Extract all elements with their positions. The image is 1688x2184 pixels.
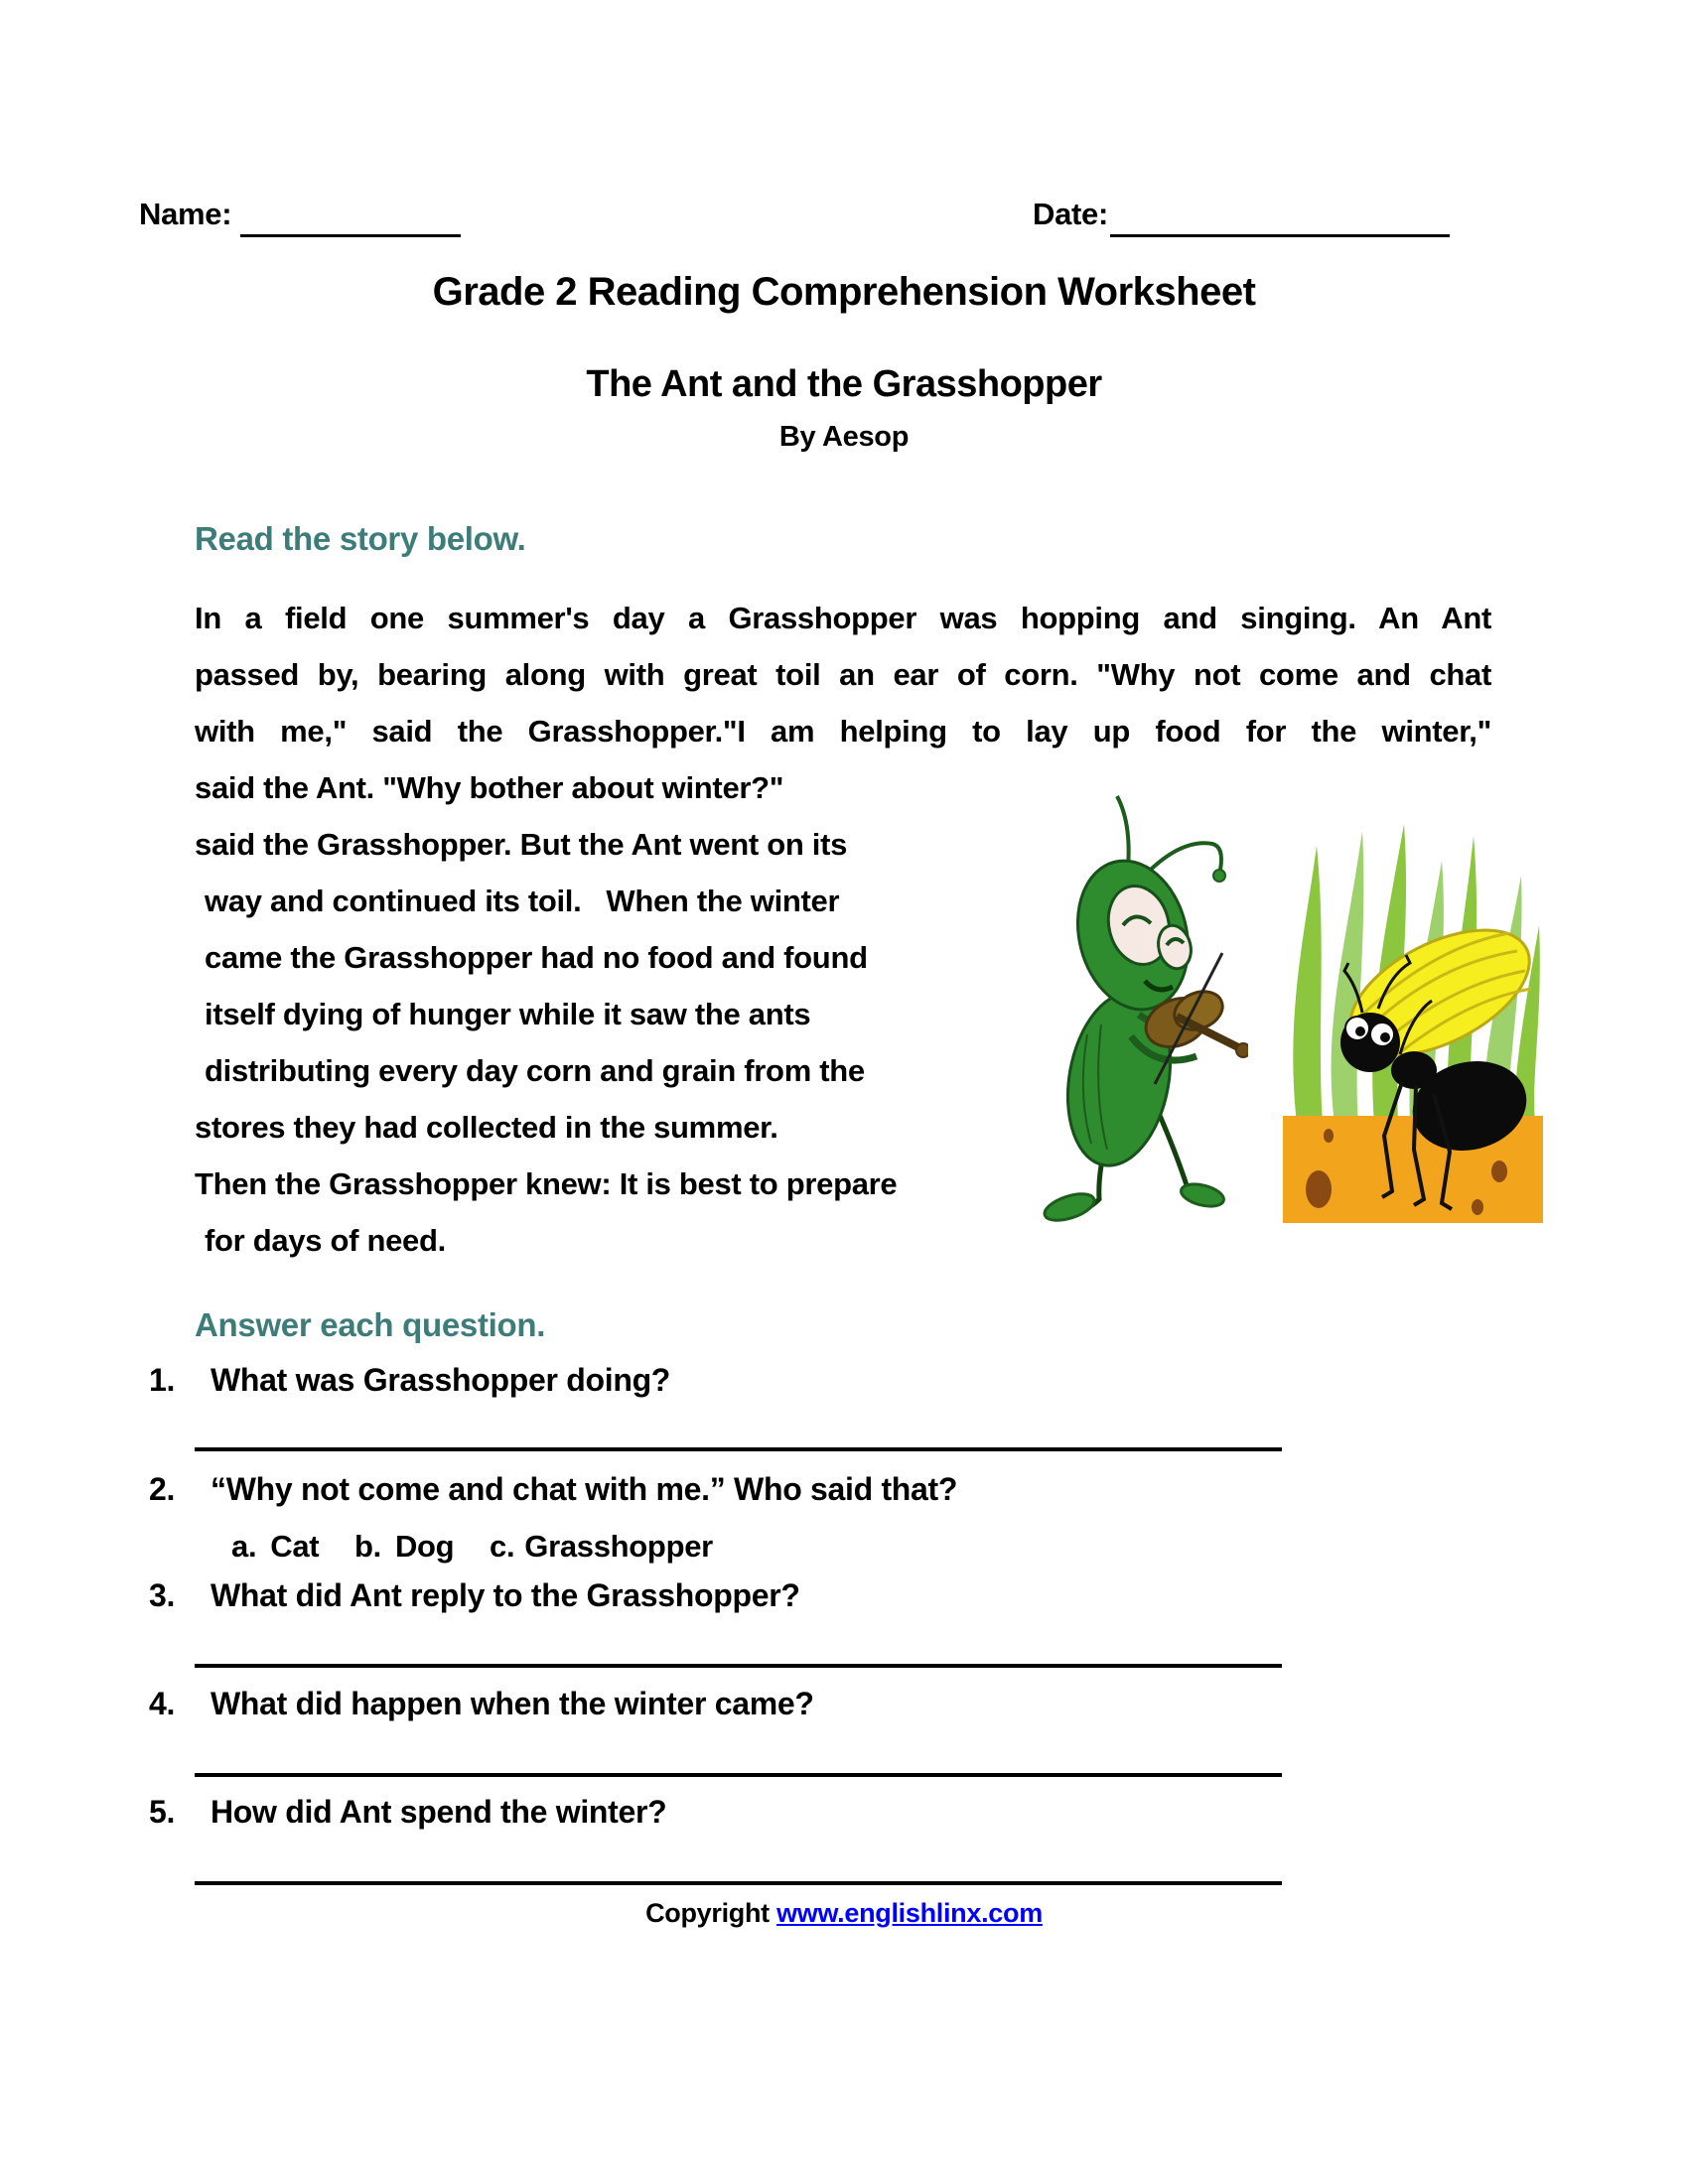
ant-corn-image [1283,806,1543,1223]
question-text: “Why not come and chat with me.” Who said that? [211,1471,958,1507]
question-number: 5. [149,1794,176,1830]
question-3 [149,1577,800,1614]
option-b [354,1529,454,1565]
answer-line-3 [195,1664,1282,1668]
story-line: Then the Grasshopper knew: It is best to prepare [195,1166,898,1201]
option-c [490,1529,713,1565]
question-text: What did happen when the winter came? [211,1686,814,1721]
story-line: stores they had collected in the summer. [195,1110,778,1145]
story-title: The Ant and the Grasshopper [586,363,1102,405]
answer-line-1 [195,1447,1282,1451]
option-text: Dog [394,1529,455,1564]
read-story-heading: Read the story below. [195,520,526,557]
story-line: In a field one summer's day a Grasshopper was hopping and singing. An Ant [195,601,1491,635]
question-number: 4. [149,1686,176,1721]
question-4 [149,1686,814,1722]
name-label: Name: [139,197,232,231]
question-number: 1. [149,1362,176,1398]
story-line: distributing every day corn and grain from the [205,1053,865,1088]
story-line: for days of need. [205,1223,446,1258]
question-2 [149,1471,957,1508]
story-author: By Aesop [778,421,910,453]
option-a [231,1529,319,1565]
question-text: How did Ant spend the winter? [211,1794,667,1830]
option-label: c. [490,1529,515,1564]
date-blank-line [1110,201,1450,237]
story-line: with me," said the Grasshopper."I am helping to lay up food for the winter," [195,714,1491,749]
option-text: Cat [270,1529,320,1564]
grasshopper-illustration [1028,786,1248,1223]
answer-line-5 [195,1881,1282,1885]
answer-questions-heading: Answer each question. [195,1306,546,1343]
question-number: 2. [149,1471,176,1507]
englishlinx-link[interactable]: www.englishlinx.com [776,1898,1043,1928]
story-line: came the Grasshopper had no food and found [205,940,868,975]
answer-line-4 [195,1773,1282,1777]
copyright-label: Copyright [645,1898,777,1928]
option-text: Grasshopper [524,1529,713,1564]
story-line: way and continued its toil. When the winter [205,884,840,918]
date-label: Date: [1033,197,1109,231]
question-text: What did Ant reply to the Grasshopper? [211,1577,800,1613]
name-blank-line [240,201,461,237]
story-line: passed by, bearing along with great toil an ear of corn. "Why not come and chat [195,657,1491,692]
grasshopper-violin-image [1028,786,1248,1223]
ant-illustration [1283,806,1543,1223]
option-label: b. [354,1529,381,1564]
footer [0,1898,1688,1929]
question-number: 3. [149,1577,176,1613]
page-title: Grade 2 Reading Comprehension Worksheet [432,270,1256,314]
story-line: said the Ant. "Why bother about winter?" [195,770,784,805]
question-5 [149,1794,666,1831]
question-1 [149,1362,670,1399]
option-label: a. [231,1529,257,1564]
story-line: said the Grasshopper. But the Ant went on its [195,827,848,862]
question-text: What was Grasshopper doing? [211,1362,671,1398]
story-line: itself dying of hunger while it saw the ants [205,997,811,1031]
